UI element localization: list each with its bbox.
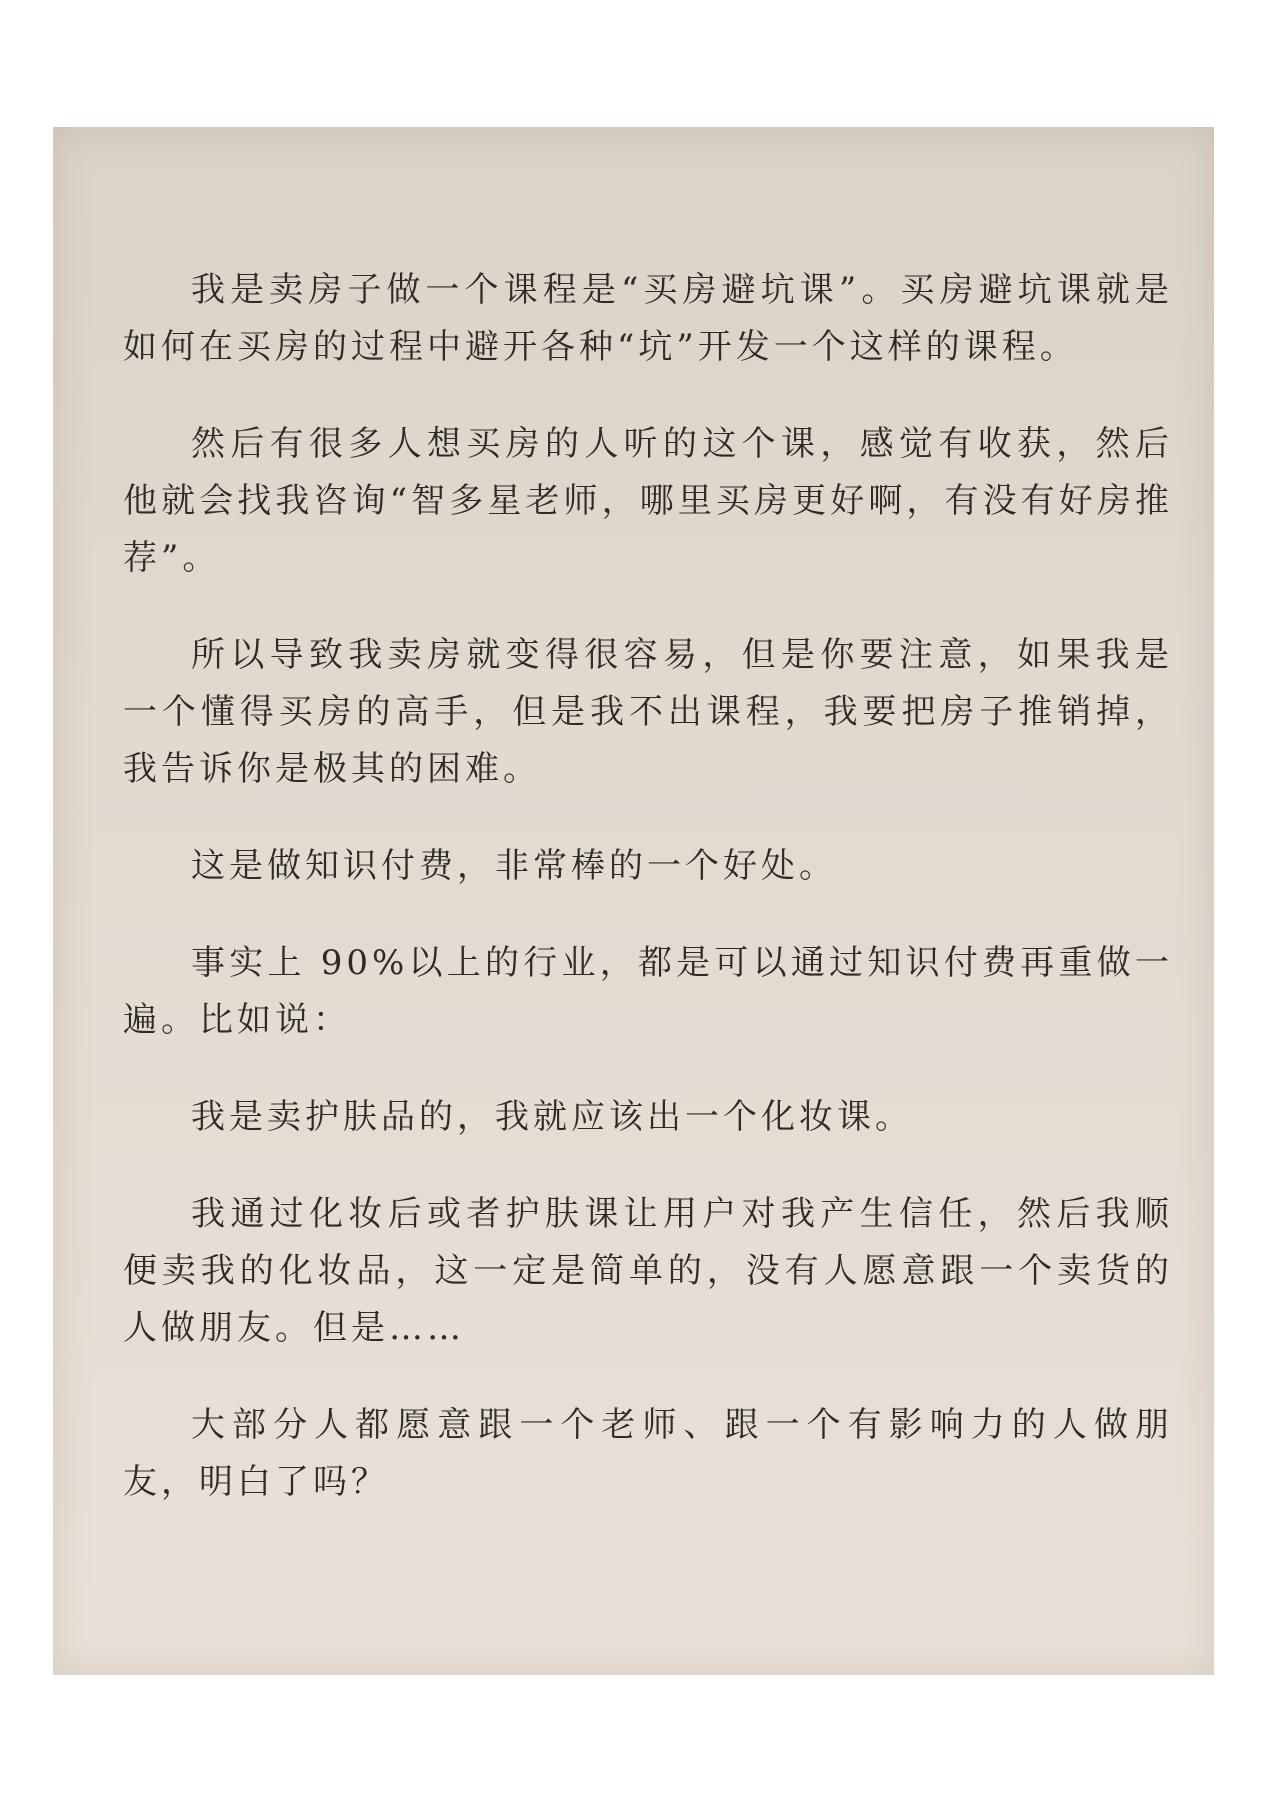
paragraph: 所以导致我卖房就变得很容易，但是你要注意，如果我是一个懂得买房的高手，但是我不出课程，我要把房子推销掉，我告诉你是极其的困难。	[123, 635, 1173, 789]
paragraph: 我是卖护肤品的，我就应该出一个化妆课。	[191, 1097, 913, 1137]
page-body	[123, 262, 1173, 1551]
paragraph: 我是卖房子做一个课程是“买房避坑课”。买房避坑课就是如何在买房的过程中避开各种“坑”开发一个这样的课程。	[123, 270, 1173, 367]
paragraph: 然后有很多人想买房的人听的这个课，感觉有收获，然后他就会找我咨询“智多星老师，哪里买房更好啊，有没有好房推荐”。	[123, 424, 1173, 578]
paragraph: 这是做知识付费，非常棒的一个好处。	[191, 846, 837, 886]
paragraph: 事实上 90%以上的行业，都是可以通过知识付费再重做一遍。比如说：	[123, 943, 1173, 1040]
paragraph: 我通过化妆后或者护肤课让用户对我产生信任，然后我顺便卖我的化妆品，这一定是简单的，没有人愿意跟一个卖货的人做朋友。但是……	[123, 1194, 1173, 1348]
paragraph: 大部分人都愿意跟一个老师、跟一个有影响力的人做朋友，明白了吗？	[123, 1405, 1173, 1502]
